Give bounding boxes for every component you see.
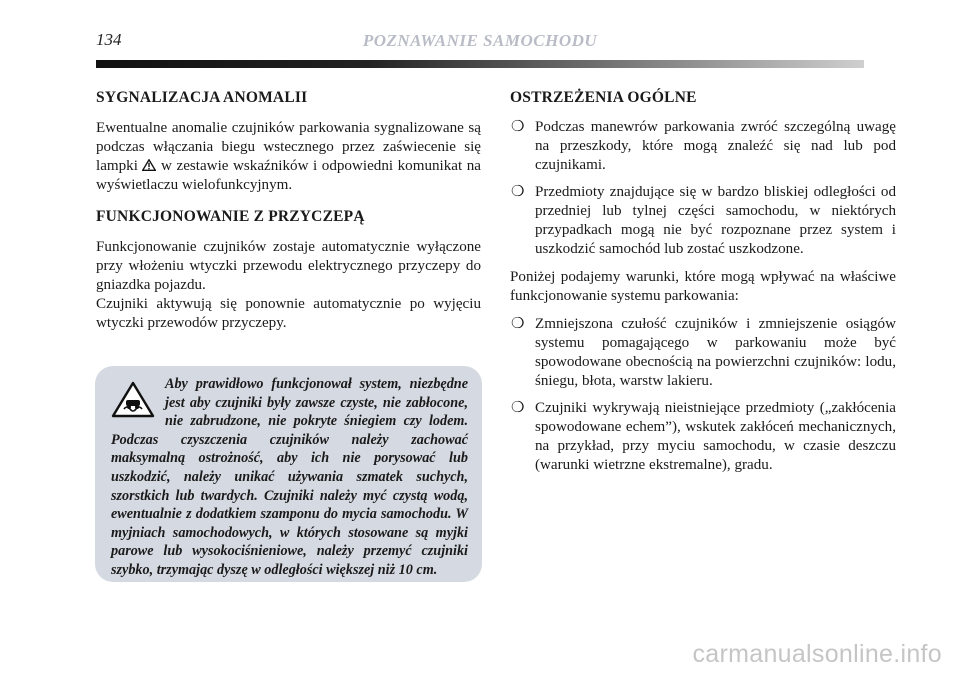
header-rule [96,60,864,68]
slippery-road-warning-icon [111,381,155,419]
section-heading: SYGNALIZACJA ANOMALII [96,89,308,106]
bullet-icon: ❍ [511,400,525,416]
warning-note-text: Aby prawidłowo funkcjonował system, niezbędne jest aby czujniki były zawsze czyste, nie zabłocone, nie zabrudzone, nie pokryte śniegiem czy lodem. Podczas czyszczenia czujników należy zachować maksymalną ostrożność, aby ich nie porysować lub uszkodzić, należy unikać używania szmatek suchych, szorstkich lub twardych. Czujniki należy myć czystą wodą, ewentualnie z dodatkiem szamponu do mycia samochodu. W myjniach samochodowych, w których stosowane są myjki parowe lub wysokociśnieniowe, należy przemyć czujniki szybko, trzymając dyszę w odległości większej niż 10 cm. [111,376,468,578]
right-column [510,88,896,484]
running-header: POZNAWANIE SAMOCHODU [362,31,598,50]
warning-triangle-icon [142,159,156,171]
trailer-paragraph-2: Czujniki aktywują się ponownie automatycznie po wyjęciu wtyczki przewodów przyczepy. [96,296,481,331]
section-anomalies [96,88,481,195]
list-item: ❍ Przedmioty znajdujące się w bardzo bliskiej odległości od przedniej lub tylnej części samochodu, w niektórych przypadkach mogą nie być rozpoznane przez system i uszkodzić samochód lub zostać uszkodzone. [511,184,896,257]
anomalies-text-1: Ewentualne anomalie czujników parkowania sygnalizowane są podczas włączania biegu wstecznego przez zaświecenie się lampki [96,120,481,174]
page-number: 134 [96,30,122,49]
trailer-paragraph-1: Funkcjonowanie czujników zostaje automatycznie wyłączone przy włożeniu wtyczki przewodu elektrycznego przyczepy do gniazdka pojazdu. [96,239,481,293]
conditions-intro: Poniżej podajemy warunki, które mogą wpływać na właściwe funkcjonowanie systemu parkowania: [510,269,896,304]
anomalies-text-2: w zestawie wskaźników i odpowiedni komunikat na wyświetlaczu wielofunkcyjnym. [96,158,481,193]
watermark: carmanualsonline.info [692,640,942,668]
bullet-icon: ❍ [511,184,525,200]
left-column [96,88,481,345]
bullet-icon: ❍ [511,119,525,135]
bullet-icon: ❍ [511,316,525,332]
section-heading: OSTRZEŻENIA OGÓLNE [510,89,697,106]
section-trailer [96,207,481,333]
anomalies-paragraph [96,119,481,195]
warning-note-box [95,366,482,582]
list-item: ❍ Podczas manewrów parkowania zwróć szczególną uwagę na przeszkody, które mogą znaleźć się nad lub pod czujnikami. [511,119,896,173]
conditions-list [510,315,896,475]
warnings-list [510,118,896,259]
list-item: ❍ Czujniki wykrywają nieistniejące przedmioty („zakłócenia spowodowane echem”), wskutek zakłóceń mechanicznych, na przykład, przy myciu samochodu, w czasie deszczu (warunki wietrzne ekstremalne), gradu. [511,400,896,473]
list-item: ❍ Zmniejszona czułość czujników i zmniejszenie osiągów systemu pomagającego w parkowaniu może być spowodowane obecnością na powierzchni czujników: lodu, śniegu, błota, warstw lakieru. [511,316,896,389]
section-heading: FUNKCJONOWANIE Z PRZYCZEPĄ [96,208,365,225]
